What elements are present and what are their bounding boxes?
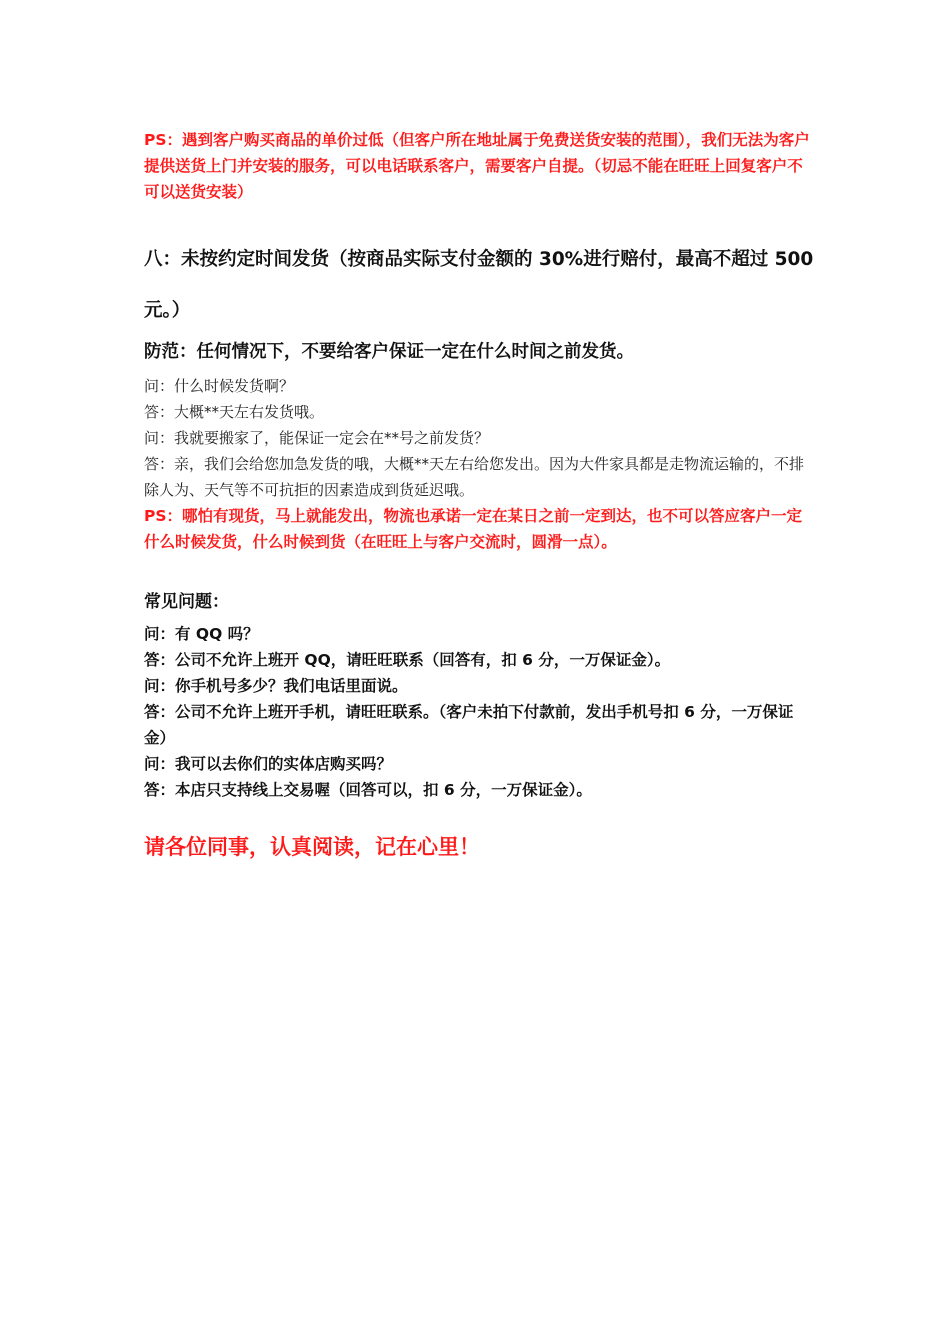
faq-line: 答：本店只支持线上交易喔（回答可以，扣 6 分，一万保证金）。 [144,781,592,799]
ps-note-delivery: PS：遇到客户购买商品的单价过低（但客户所在地址属于免费送货安装的范围），我们无法为客户提供送货上门并安装的服务，可以电话联系客户，需要客户自提。（切忌不能在旺旺上回复客户不可以送货安装） [144,131,810,201]
dialog-line: 问：我就要搬家了，能保证一定会在**号之前发货？ [144,429,490,447]
faq-line: 问：你手机号多少？我们电话里面说。 [144,677,408,695]
faq-line: 答：公司不允许上班开手机，请旺旺联系。（客户未拍下付款前，发出手机号扣 6 分，一万保证金） [144,703,794,747]
dialog-example [144,373,814,555]
section-heading-late-shipment: 八：未按约定时间发货（按商品实际支付金额的 30%进行赔付，最高不超过 500 元。） [144,249,814,321]
faq-title: 常见问题： [144,592,229,612]
faq-line: 答：公司不允许上班开 QQ，请旺旺联系（回答有，扣 6 分，一万保证金）。 [144,651,671,669]
prevention-note: 防范：任何情况下，不要给客户保证一定在什么时间之前发货。 [144,342,634,362]
dialog-line: 答：亲，我们会给您加急发货的哦，大概**天左右给您发出。因为大件家具都是走物流运输的，不排除人为、天气等不可抗拒的因素造成到货延迟哦。 [144,455,805,499]
ps-note-shipping-promise: PS：哪怕有现货，马上就能发出，物流也承诺一定在某日之前一定到达，也不可以答应客户一定什么时候发货，什么时候到货（在旺旺上与客户交流时，圆滑一点）。 [144,507,803,551]
faq-line: 问：我可以去你们的实体店购买吗？ [144,755,393,773]
dialog-line: 答：大概**天左右发货哦。 [144,403,325,421]
faq-list [144,621,814,803]
dialog-line: 问：什么时候发货啊？ [144,377,295,395]
closing-message: 请各位同事，认真阅读，记在心里！ [144,835,480,859]
faq-line: 问：有 QQ 吗？ [144,625,259,643]
